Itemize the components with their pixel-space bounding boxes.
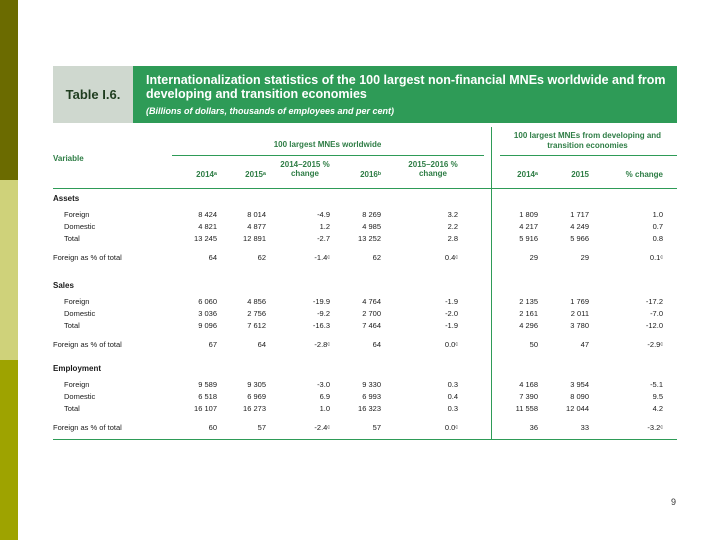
table-cell: 5 966 [570, 234, 589, 243]
table-cell: 13 245 [194, 234, 217, 243]
table-cell: 0.1ᶜ [649, 253, 663, 262]
group-header-worldwide: 100 largest MNEs worldwide [273, 140, 382, 149]
table-cell: 62 [257, 253, 266, 262]
table-cell: 3 954 [570, 380, 589, 389]
table-cell: 8 090 [570, 392, 589, 401]
table-cell: 7 464 [362, 321, 381, 330]
table-cell: -17.2 [645, 297, 663, 306]
group-rule-worldwide [172, 155, 484, 156]
row-label: Domestic [64, 222, 96, 231]
table-cell: 1.2 [319, 222, 330, 231]
table-cell: 57 [257, 423, 266, 432]
table-cell: 0.3 [447, 404, 458, 413]
table-cell: 64 [372, 340, 381, 349]
table-cell: 6 969 [247, 392, 266, 401]
group-header-developing: 100 largest MNEs from developing and transition economies [513, 131, 662, 150]
table-cell: 8 424 [198, 210, 217, 219]
table-cell: 7 612 [247, 321, 266, 330]
table-cell: 1 809 [519, 210, 538, 219]
row-label: Foreign [64, 380, 90, 389]
table-cell: 33 [580, 423, 589, 432]
table-cell: -2.9ᶜ [647, 340, 663, 349]
table-cell: 0.4ᶜ [444, 253, 458, 262]
table-cell: 16 273 [243, 404, 266, 413]
row-label: Total [64, 404, 80, 413]
table-cell: 36 [529, 423, 538, 432]
table-cell: 6 993 [362, 392, 381, 401]
decorative-stripe-top [0, 0, 18, 180]
row-label: Foreign [64, 297, 90, 306]
table-cell: 4 296 [519, 321, 538, 330]
table-cell: -3.0 [317, 380, 330, 389]
table-bottom-rule [53, 439, 677, 440]
table-cell: -4.9 [317, 210, 330, 219]
table-cell: 16 107 [194, 404, 217, 413]
table-cell: 9 330 [362, 380, 381, 389]
table-cell: 4 856 [247, 297, 266, 306]
row-label: Foreign as % of total [53, 423, 122, 432]
table-cell: 0.8 [652, 234, 663, 243]
table-cell: -5.1 [650, 380, 663, 389]
table-cell: 13 252 [358, 234, 381, 243]
section-title: Sales [53, 281, 74, 290]
table-cell: 9 589 [198, 380, 217, 389]
table-cell: -1.9 [445, 321, 458, 330]
table-cell: -2.8ᶜ [314, 340, 330, 349]
table-cell: -2.4ᶜ [314, 423, 330, 432]
table-cell: 2 700 [362, 309, 381, 318]
table-cell: 4 877 [247, 222, 266, 231]
table-cell: 2 135 [519, 297, 538, 306]
table-cell: 0.4 [447, 392, 458, 401]
decorative-stripe-middle [0, 180, 18, 360]
table-cell: -19.9 [312, 297, 330, 306]
column-header: 2015 [571, 170, 589, 179]
table-cell: -9.2 [317, 309, 330, 318]
table-cell: 62 [372, 253, 381, 262]
table-cell: 9 305 [247, 380, 266, 389]
page-number: 9 [670, 497, 676, 507]
column-header: 2015–2016 % change [408, 160, 458, 178]
row-label: Total [64, 234, 80, 243]
section-title: Employment [53, 364, 102, 373]
table-cell: 3 780 [570, 321, 589, 330]
column-header: 2014ᵃ [196, 170, 217, 179]
table-cell: 64 [257, 340, 266, 349]
table-cell: 6.9 [319, 392, 330, 401]
table-cell: 4 985 [362, 222, 381, 231]
table-header [53, 66, 677, 123]
row-label: Foreign [64, 210, 90, 219]
table-cell: 5 916 [519, 234, 538, 243]
table-cell: 2 161 [519, 309, 538, 318]
section-title: Assets [53, 194, 80, 203]
table-cell: 1 769 [570, 297, 589, 306]
table-cell: -1.9 [445, 297, 458, 306]
table-cell: 7 390 [519, 392, 538, 401]
row-label: Foreign as % of total [53, 340, 122, 349]
table-cell: 2.8 [447, 234, 458, 243]
table-label: Table I.6. [53, 66, 133, 123]
table-cell: 67 [208, 340, 217, 349]
table-cell: 2 756 [247, 309, 266, 318]
table-cell: 8 269 [362, 210, 381, 219]
row-label: Domestic [64, 309, 96, 318]
column-header: % change [625, 170, 663, 179]
table-cell: -12.0 [645, 321, 663, 330]
table-cell: 6 518 [198, 392, 217, 401]
table-cell: 12 891 [243, 234, 266, 243]
decorative-stripe-bottom [0, 360, 18, 540]
table-cell: 57 [372, 423, 381, 432]
table-cell: 8 014 [247, 210, 266, 219]
table-cell: -1.4ᶜ [314, 253, 330, 262]
table-cell: -3.2ᶜ [647, 423, 663, 432]
table-cell: 12 044 [566, 404, 589, 413]
table-cell: 1 717 [570, 210, 589, 219]
table-subtitle: (Billions of dollars, thousands of employees and per cent) [146, 106, 395, 116]
row-label: Domestic [64, 392, 96, 401]
table-cell: -2.0 [445, 309, 458, 318]
variable-header: Variable [53, 154, 84, 163]
table-cell: 3 036 [198, 309, 217, 318]
table-cell: -7.0 [650, 309, 663, 318]
table-cell: 29 [529, 253, 538, 262]
table-cell: 4.2 [652, 404, 663, 413]
table-cell: 4 217 [519, 222, 538, 231]
table-cell: 4 764 [362, 297, 381, 306]
table-cell: 2.2 [447, 222, 458, 231]
header-rule [53, 188, 677, 189]
table-cell: 16 323 [358, 404, 381, 413]
table-cell: 0.0ᶜ [444, 423, 458, 432]
column-header: 2016ᵇ [360, 170, 381, 179]
table-cell: 4 249 [570, 222, 589, 231]
column-header: 2014ᵃ [517, 170, 538, 179]
table-cell: 1.0 [319, 404, 330, 413]
column-header: 2015ᵃ [245, 170, 266, 179]
table-cell: 11 558 [515, 404, 538, 413]
table-cell: 6 060 [198, 297, 217, 306]
table-cell: 47 [580, 340, 589, 349]
table-cell: 0.0ᶜ [444, 340, 458, 349]
table-cell: 29 [580, 253, 589, 262]
table-cell: 50 [529, 340, 538, 349]
table-cell: 4 821 [198, 222, 217, 231]
table-title: Internationalization statistics of the 100 largest non-financial MNEs worldwide and from developing and transition economies [146, 73, 666, 101]
table-cell: 0.3 [447, 380, 458, 389]
table-cell: 64 [208, 253, 217, 262]
table-cell: -2.7 [317, 234, 330, 243]
table-cell: 4 168 [519, 380, 538, 389]
row-label: Foreign as % of total [53, 253, 122, 262]
group-rule-developing [500, 155, 677, 156]
table-cell: 9.5 [652, 392, 663, 401]
table-cell: 2 011 [570, 309, 589, 318]
table-cell: 60 [208, 423, 217, 432]
table-cell: 3.2 [447, 210, 458, 219]
table-cell: -16.3 [312, 321, 330, 330]
row-label: Total [64, 321, 80, 330]
table-cell: 9 096 [198, 321, 217, 330]
column-header: 2014–2015 % change [280, 160, 330, 178]
table-cell: 1.0 [652, 210, 663, 219]
table-cell: 0.7 [652, 222, 663, 231]
